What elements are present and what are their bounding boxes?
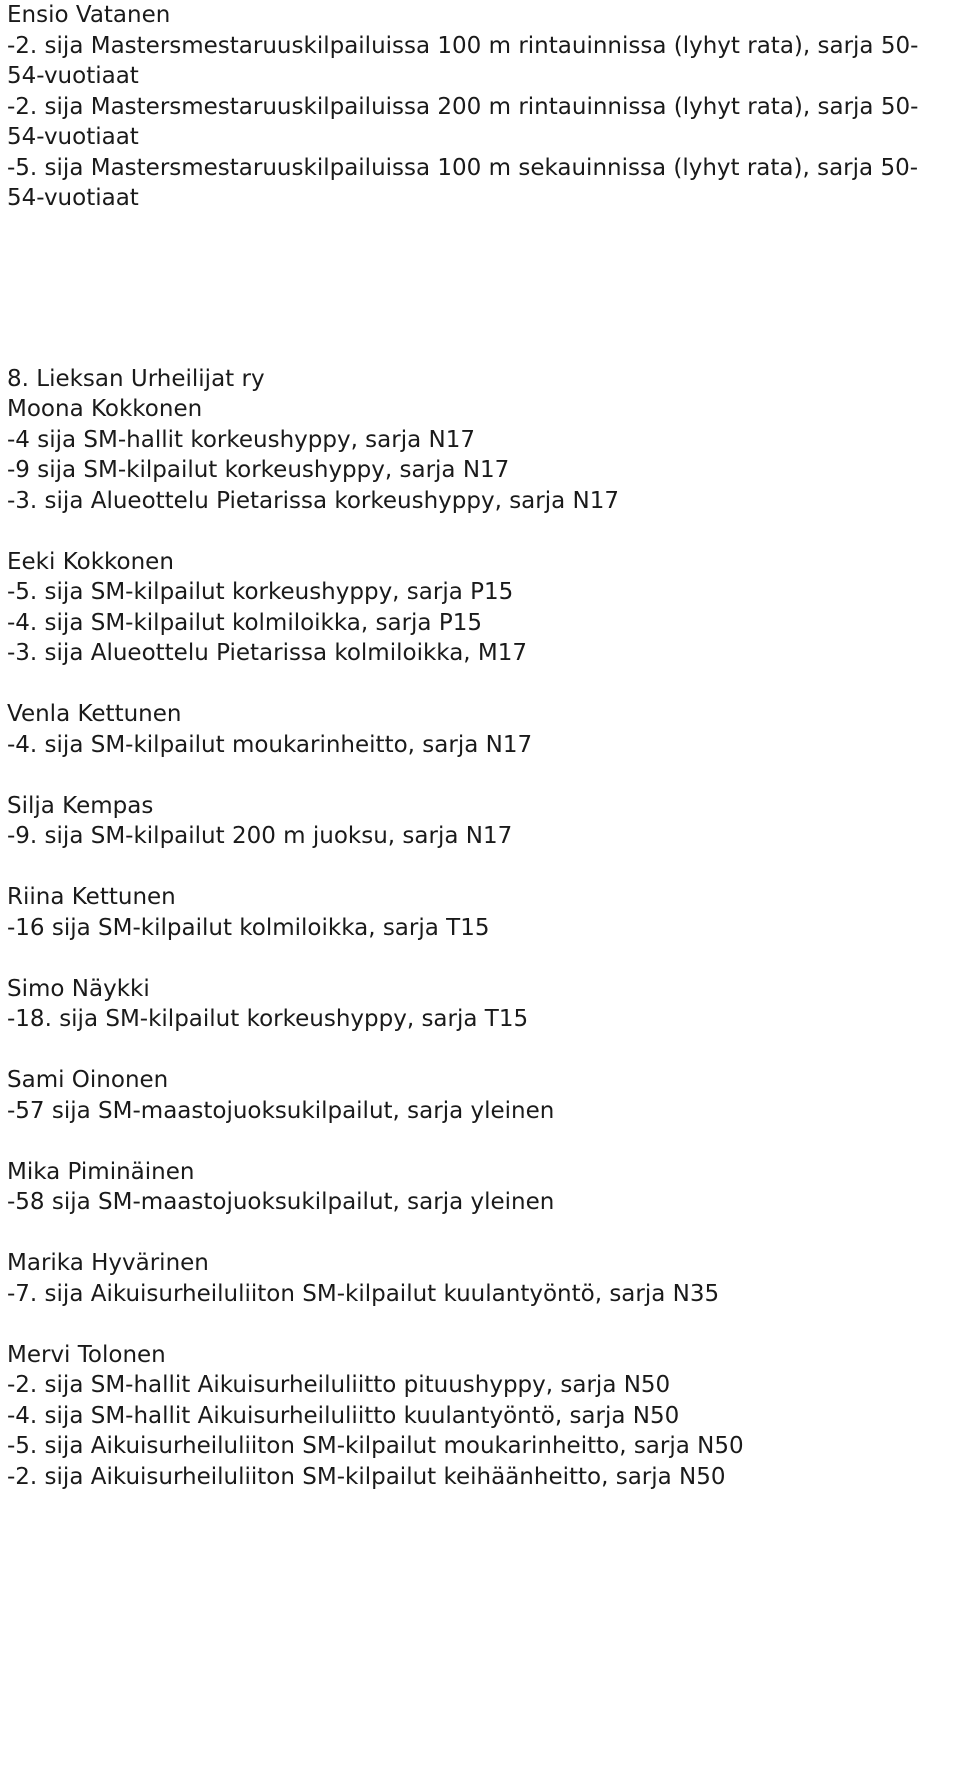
result-line: -2. sija Mastersmestaruuskilpailuissa 200 m rintauinnissa (lyhyt rata), sarja 50-54-vuotiaat xyxy=(7,93,919,150)
athlete-name: Riina Kettunen xyxy=(7,884,176,910)
athlete-name: Mika Piminäinen xyxy=(7,1158,195,1185)
entry-spacer xyxy=(7,1218,953,1249)
athlete-entry xyxy=(7,974,953,1035)
athlete-entry xyxy=(7,394,953,516)
entry-spacer xyxy=(7,1309,953,1340)
athlete-name: Mervi Tolonen xyxy=(7,1341,166,1368)
entry-spacer xyxy=(7,1126,953,1157)
athlete-entry xyxy=(7,1157,953,1218)
athlete-name: Venla Kettunen xyxy=(7,701,182,727)
entry-spacer xyxy=(7,516,953,547)
athlete-name: Eeki Kokkonen xyxy=(7,548,174,575)
club-heading: 8. Lieksan Urheilijat ry xyxy=(7,365,265,392)
section-spacer xyxy=(7,214,953,364)
athlete-entry xyxy=(7,791,953,852)
entry-spacer xyxy=(7,669,953,700)
result-line: -4. sija SM-hallit Aikuisurheiluliitto kuulantyöntö, sarja N50 xyxy=(7,1402,680,1429)
athlete-entry-top xyxy=(7,0,953,214)
club-section xyxy=(7,364,953,1493)
athlete-name: Marika Hyvärinen xyxy=(7,1250,209,1276)
entry-spacer xyxy=(7,852,953,883)
athlete-entry xyxy=(7,1340,953,1493)
result-line: -57 sija SM-maastojuoksukilpailut, sarja yleinen xyxy=(7,1097,555,1124)
entry-spacer xyxy=(7,943,953,974)
result-line: -7. sija Aikuisurheiluliiton SM-kilpailut kuulantyöntö, sarja N35 xyxy=(7,1280,720,1307)
document-page xyxy=(7,0,953,1492)
athlete-name: Silja Kempas xyxy=(7,792,154,819)
result-line: -5. sija Mastersmestaruuskilpailuissa 100 m sekauinnissa (lyhyt rata), sarja 50-54-vuotiaat xyxy=(7,154,919,211)
athlete-name: Ensio Vatanen xyxy=(7,2,171,28)
result-line: -3. sija Alueottelu Pietarissa korkeushyppy, sarja N17 xyxy=(7,487,620,514)
result-line: -4 sija SM-hallit korkeushyppy, sarja N17 xyxy=(7,426,475,453)
result-line: -2. sija Aikuisurheiluliiton SM-kilpailut keihäänheitto, sarja N50 xyxy=(7,1463,726,1490)
athlete-entry xyxy=(7,547,953,669)
result-line: -9 sija SM-kilpailut korkeushyppy, sarja N17 xyxy=(7,457,510,483)
result-line: -4. sija SM-kilpailut kolmiloikka, sarja P15 xyxy=(7,609,482,636)
result-line: -5. sija SM-kilpailut korkeushyppy, sarja P15 xyxy=(7,579,514,605)
athlete-name: Simo Näykki xyxy=(7,975,150,1002)
athlete-name: Sami Oinonen xyxy=(7,1067,169,1093)
result-line: -5. sija Aikuisurheiluliiton SM-kilpailut moukarinheitto, sarja N50 xyxy=(7,1433,744,1459)
result-line: -2. sija Mastersmestaruuskilpailuissa 100 m rintauinnissa (lyhyt rata), sarja 50-54-vuotiaat xyxy=(7,32,919,89)
result-line: -4. sija SM-kilpailut moukarinheitto, sarja N17 xyxy=(7,731,533,758)
result-line: -18. sija SM-kilpailut korkeushyppy, sarja T15 xyxy=(7,1006,529,1032)
result-line: -9. sija SM-kilpailut 200 m juoksu, sarja N17 xyxy=(7,823,513,849)
result-line: -3. sija Alueottelu Pietarissa kolmiloikka, M17 xyxy=(7,640,528,666)
athlete-name: Moona Kokkonen xyxy=(7,396,203,422)
athlete-entry xyxy=(7,1065,953,1126)
athlete-entry xyxy=(7,699,953,760)
athlete-entry xyxy=(7,1248,953,1309)
athlete-entry xyxy=(7,882,953,943)
entry-spacer xyxy=(7,1035,953,1066)
result-line: -58 sija SM-maastojuoksukilpailut, sarja yleinen xyxy=(7,1189,555,1215)
result-line: -2. sija SM-hallit Aikuisurheiluliitto pituushyppy, sarja N50 xyxy=(7,1372,671,1398)
result-line: -16 sija SM-kilpailut kolmiloikka, sarja T15 xyxy=(7,914,490,941)
entry-spacer xyxy=(7,760,953,791)
